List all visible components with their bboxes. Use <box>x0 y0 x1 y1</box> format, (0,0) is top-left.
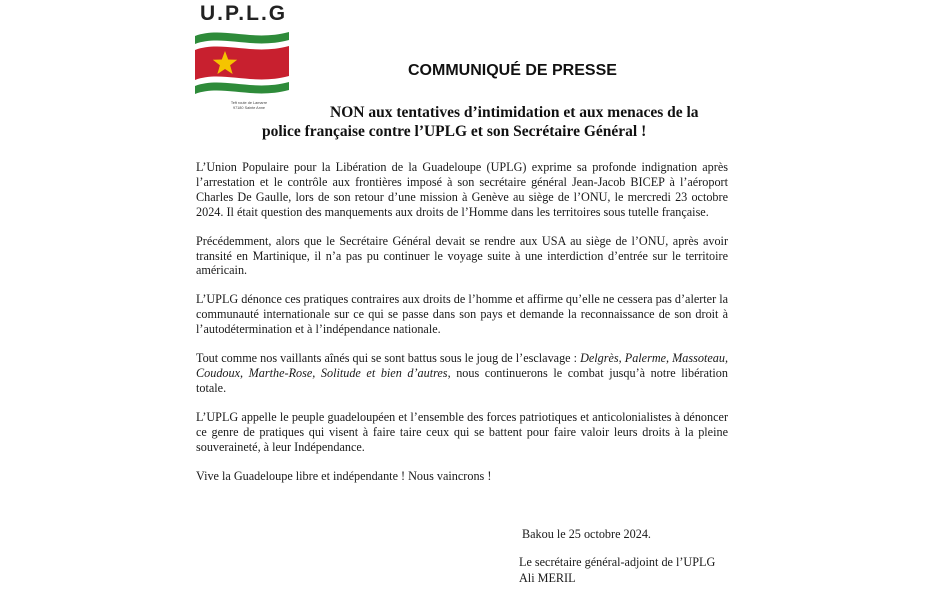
paragraph-5: L’UPLG appelle le peuple guadeloupéen et l’ensemble des forces patriotiques et anticolonialistes à dénoncer ce genre de pratiques qui visent à faire taire ceux qui se battent pour faire valoir leurs droits à la pleine souveraineté, à leur Indépendance. <box>196 409 728 454</box>
flag-red-band <box>195 46 289 80</box>
subheading-line-2: police française contre l’UPLG et son Secrétaire Général ! <box>262 123 647 140</box>
paragraph-1: L’Union Populaire pour la Libération de la Guadeloupe (UPLG) exprime sa profonde indignation après l’arrestation et le contrôle aux frontières imposé à son secrétaire général Jean-Jacob BICEP à l’aéroport Charles De Gaulle, lors de son retour d’une mission à Genève au siège de l’ONU, le mercredi 23 octobre 2024. Il était question des manquements aux droits de l’Homme dans les territoires sous tutelle française. <box>196 160 728 219</box>
paragraph-6: Vive la Guadeloupe libre et indépendante ! Nous vaincrons ! <box>196 468 492 483</box>
address-line-1: Teft route de Lamarre <box>230 101 268 105</box>
paragraph-4-names: Delgrès, Palerme, Massoteau, Coudoux, Marthe-Rose, Solitude et bien d’autres <box>196 351 729 380</box>
paragraph-3: L’UPLG dénonce ces pratiques contraires aux droits de l’homme et affirme qu’elle ne cessera pas d’alerter la communauté internationale sur ce qui se passe dans son pays et demande la reconnaissance de son droit à l’autodétermination et à l’indépendance nationale. <box>196 292 728 337</box>
paragraph-4-start: Tout comme nos vaillants aînés qui se sont battus sous le joug de l’esclavage : <box>196 351 581 366</box>
date-line: Bakou le 25 octobre 2024. <box>522 527 651 541</box>
paragraph-4-end: , nous continuerons le combat jusqu’à notre libération totale. <box>196 365 728 395</box>
guadeloupe-flag-logo <box>192 28 292 100</box>
paragraph-2: Précédemment, alors que le Secrétaire Général devait se rendre aux USA au siège de l’ONU, après avoir transité en Martinique, il n’a pas pu continuer le voyage suite à une interdiction d’entrée sur le territoire américain. <box>196 233 728 278</box>
document-body <box>196 160 728 497</box>
document-subheading <box>250 103 730 141</box>
signature-name: Ali MERIL <box>519 571 576 585</box>
signature-role: Le secrétaire général-adjoint de l’UPLG <box>519 555 716 569</box>
paragraph-4 <box>196 351 728 396</box>
address-line-2: 97180 Sainte Anne <box>232 106 266 110</box>
org-acronym: U.P.L.G <box>200 2 288 25</box>
document-heading: COMMUNIQUÉ DE PRESSE <box>408 62 617 79</box>
subheading-line-1: NON aux tentatives d’intimidation et aux menaces de la <box>330 104 699 121</box>
